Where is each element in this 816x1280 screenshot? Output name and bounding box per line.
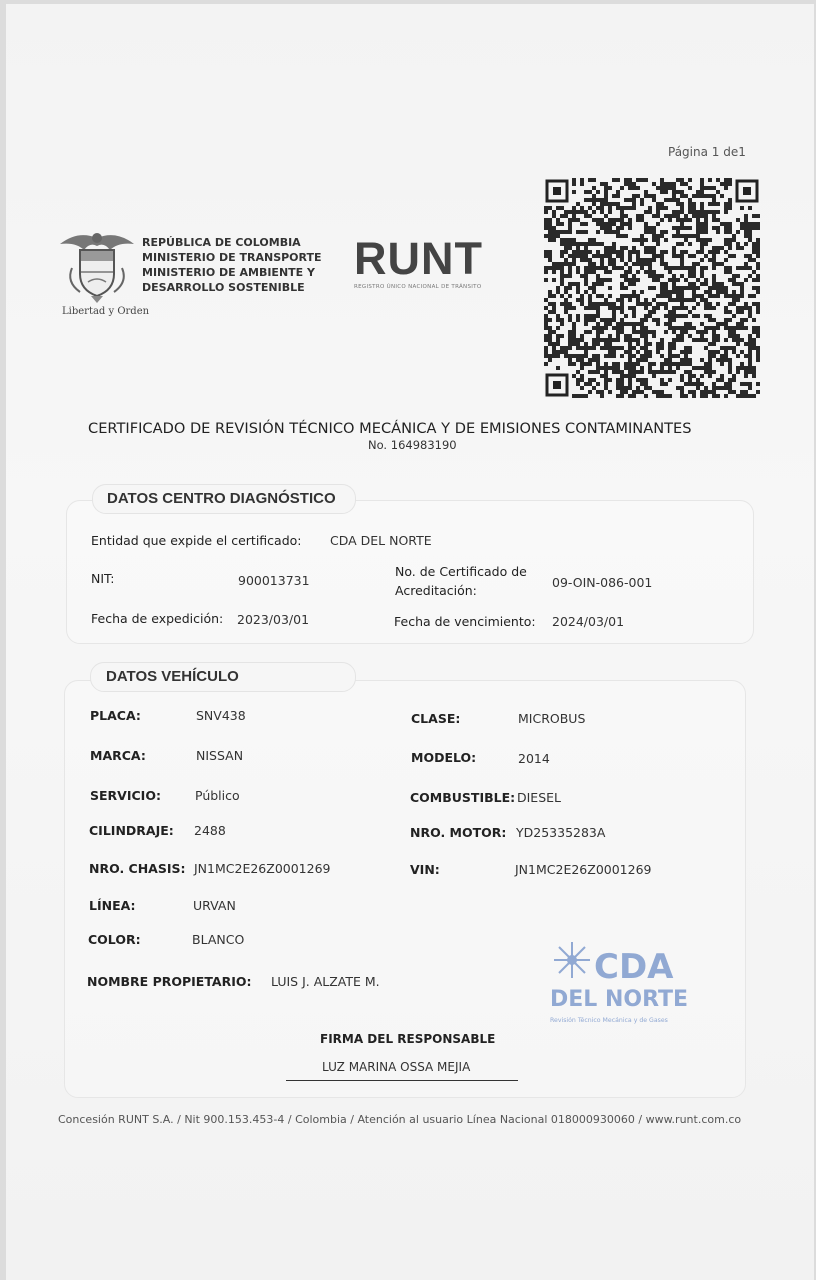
model-value: 2014 [518, 751, 550, 766]
service-label: SERVICIO: [90, 788, 161, 803]
issue-date-label: Fecha de expedición: [91, 611, 224, 626]
line-label: LÍNEA: [89, 898, 136, 913]
owner-value: LUIS J. ALZATE M. [271, 974, 380, 989]
accreditation-value: 09-OIN-086-001 [552, 575, 653, 590]
displacement-label: CILINDRAJE: [89, 823, 174, 838]
fuel-label: COMBUSTIBLE: [410, 790, 516, 805]
nit-label: NIT: [91, 571, 115, 586]
qr-code [544, 178, 760, 398]
engine-number-value: YD25335283A [516, 825, 606, 840]
signature-name: LUZ MARINA OSSA MEJIA [322, 1060, 471, 1074]
gov-line: DESARROLLO SOSTENIBLE [142, 281, 305, 294]
color-value: BLANCO [192, 932, 245, 947]
stamp-line2: DEL NORTE [550, 987, 689, 1012]
document-title: CERTIFICADO DE REVISIÓN TÉCNICO MECÁNICA Y DE EMISIONES CONTAMINANTES [88, 420, 692, 437]
gov-line: MINISTERIO DE TRANSPORTE [142, 251, 322, 264]
class-label: CLASE: [411, 711, 461, 726]
runt-logo: RUNT [354, 233, 483, 284]
gov-line: MINISTERIO DE AMBIENTE Y [142, 266, 315, 279]
cda-del-norte-stamp [548, 940, 690, 1030]
chassis-number-value: JN1MC2E26Z0001269 [194, 861, 331, 876]
engine-number-label: NRO. MOTOR: [410, 825, 507, 840]
certificate-number: No. 164983190 [368, 438, 457, 452]
plate-value: SNV438 [196, 708, 246, 723]
accreditation-label-line: No. de Certificado de [395, 564, 527, 579]
issue-date-value: 2023/03/01 [237, 612, 310, 627]
chassis-number-label: NRO. CHASIS: [89, 861, 186, 876]
government-entities [142, 235, 322, 295]
signature-line [286, 1080, 518, 1081]
vin-value: JN1MC2E26Z0001269 [515, 862, 652, 877]
seal-motto: Libertad y Orden [62, 306, 150, 317]
footer: Concesión RUNT S.A. / Nit 900.153.453-4 / Colombia / Atención al usuario Línea Nacional 018000930060 / www.runt.com.co [58, 1113, 742, 1126]
vehicle-heading: DATOS VEHÍCULO [106, 668, 239, 685]
expiry-date-label: Fecha de vencimiento: [394, 614, 536, 629]
runt-subtitle: REGISTRO ÚNICO NACIONAL DE TRÁNSITO [354, 284, 482, 290]
stamp-line1: CDA [594, 947, 674, 987]
entity-label: Entidad que expide el certificado: [91, 533, 302, 548]
color-label: COLOR: [88, 932, 141, 947]
diagnostic-center-heading: DATOS CENTRO DIAGNÓSTICO [107, 490, 336, 507]
expiry-date-value: 2024/03/01 [552, 614, 625, 629]
brand-label: MARCA: [90, 748, 146, 763]
coat-of-arms-icon [58, 228, 136, 304]
page-number: Página 1 de1 [668, 145, 746, 159]
fuel-value: DIESEL [517, 790, 562, 805]
service-value: Público [195, 788, 240, 803]
plate-label: PLACA: [90, 708, 141, 723]
accreditation-label [395, 562, 527, 600]
vin-label: VIN: [410, 862, 440, 877]
stamp-line3: Revisión Técnico Mecánica y de Gases [550, 1017, 668, 1024]
brand-value: NISSAN [196, 748, 244, 763]
model-label: MODELO: [411, 750, 477, 765]
accreditation-label-line: Acreditación: [395, 583, 477, 598]
signature-label: FIRMA DEL RESPONSABLE [320, 1032, 496, 1046]
nit-value: 900013731 [238, 573, 310, 588]
class-value: MICROBUS [518, 711, 586, 726]
entity-value: CDA DEL NORTE [330, 533, 432, 548]
displacement-value: 2488 [194, 823, 226, 838]
gov-line: REPÚBLICA DE COLOMBIA [142, 236, 301, 249]
line-value: URVAN [193, 898, 236, 913]
owner-label: NOMBRE PROPIETARIO: [87, 974, 252, 989]
